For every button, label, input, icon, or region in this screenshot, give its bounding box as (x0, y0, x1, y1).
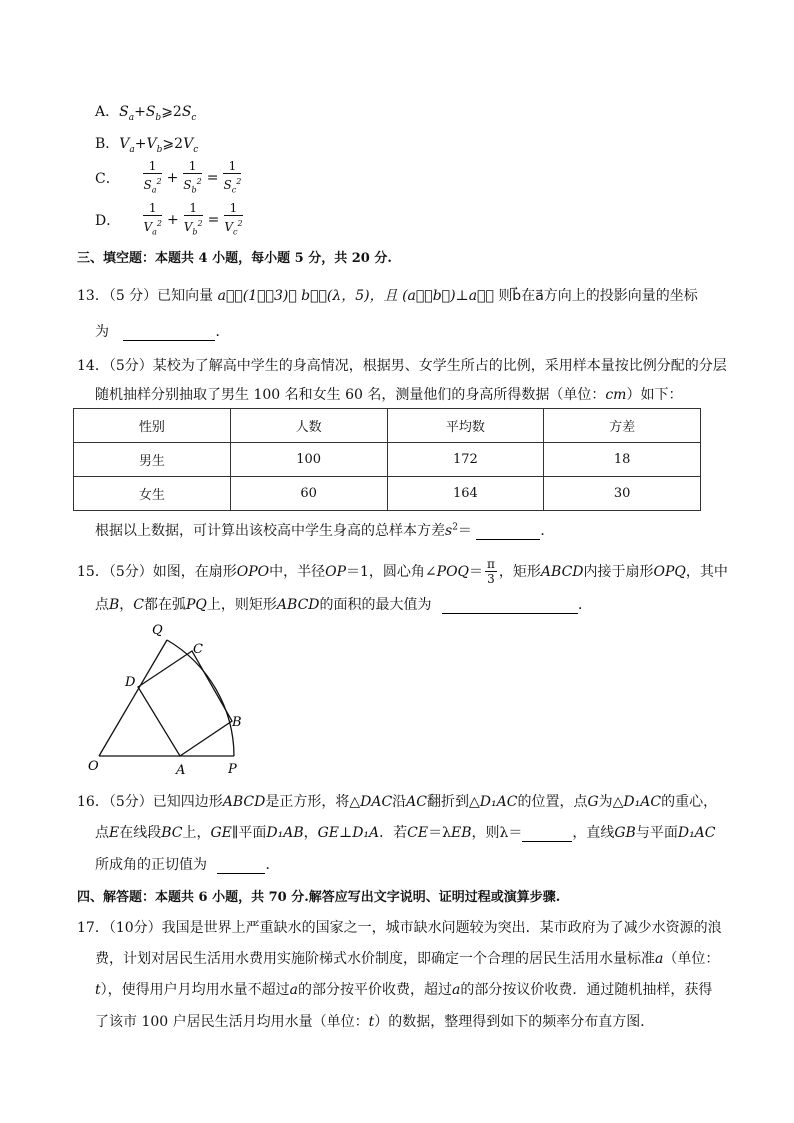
q13-line2: 为 ． (95, 324, 230, 340)
q17-line1: 17．（10分）我国是世界上严重缺水的国家之一，城市缺水问题较为突出．某市政府为了减少水资源的浪 (77, 920, 722, 936)
table-header-cell: 人数 (230, 409, 387, 443)
option-c: C． $\frac{1}{S_a^2}$ + $\frac{1}{S_b^2}$ = $\frac{1}{S_c^2}$ (95, 159, 243, 197)
option-b: B．$V_a+V_b⩾2V_c$ (95, 136, 199, 155)
table-cell: 18 (544, 443, 701, 477)
label-p: P (228, 762, 237, 777)
rectangle-abcd (138, 651, 232, 756)
option-a: A．$S_a+S_b⩾2S_c$ (95, 104, 197, 123)
section-3-title: 三、填空题：本题共 4 小题，每小题 5 分，共 20 分. (77, 251, 392, 266)
frac-d1: $\frac{1}{V_a^2}$ (143, 201, 162, 237)
q14-line1: 14．（5分）某校为了解高中学生的身高情况，根据男、女学生所占的比例，采用样本量按比例分配的分层 (77, 358, 727, 374)
frac-c3: $\frac{1}{S_c^2}$ (223, 159, 242, 195)
table-cell: 男生 (74, 443, 231, 477)
table-cell: 女生 (74, 477, 231, 511)
q16-line1: 16．（5分）已知四边形ABCD是正方形，将△DAC沿AC翻折到△D₁AC的位置，点G为△D₁AC的重心， (77, 794, 718, 810)
q16-tangent-blank[interactable] (217, 859, 265, 874)
section-4-title: 四、解答题：本题共 6 小题，共 70 分.解答应写出文字说明、证明过程或演算步骤. (77, 890, 561, 905)
option-d: D． $\frac{1}{V_a^2}$ + $\frac{1}{V_b^2}$ = $\frac{1}{V_c^2}$ (95, 201, 245, 239)
q17-line3: t），使得用户月均用水量不超过a的部分按平价收费，超过a的部分按议价收费．通过随机抽样，获得 (95, 982, 713, 998)
label-o: O (88, 759, 99, 774)
table-cell: 60 (230, 477, 387, 511)
sector-rectangle-figure (88, 620, 258, 778)
table-cell: 164 (387, 477, 544, 511)
label-c: C (193, 642, 203, 657)
label-b: B (232, 715, 242, 730)
q14-after-line: 根据以上数据，可计算出该校高中学生身高的总样本方差$s^2=$ ． (95, 522, 555, 539)
frac-c2: $\frac{1}{S_b^2}$ (183, 159, 202, 195)
frac-c1: $\frac{1}{S_a^2}$ (143, 159, 162, 195)
q14-answer-blank[interactable] (476, 525, 540, 540)
q14-line2: 随机抽样分别抽取了男生 100 名和女生 60 名，测量他们的身高所得数据（单位：cm）如下： (95, 387, 683, 403)
frac-d2: $\frac{1}{V_b^2}$ (183, 201, 203, 237)
q17-line2: 费，计划对居民生活用水费用实施阶梯式水价制度，即确定一个合理的居民生活用水量标准a（单位： (95, 951, 720, 967)
radius-oq (99, 640, 167, 756)
table-row (74, 443, 701, 477)
table-header-cell: 性别 (74, 409, 231, 443)
q13-line1: 13．（5 分）已知向量 a⃗＝(1，－3)， b⃗＝(λ，5)，且 (a⃗＋b⃗)⊥a⃗， 则b⃗在a⃗方向上的投影向量的坐标 (77, 288, 698, 304)
label-q: Q (152, 623, 163, 638)
q15-line2: 点B，C都在弧PQ上，则矩形ABCD的面积的最大值为 ． (95, 597, 592, 613)
arc-pq (167, 640, 234, 756)
q13-answer-blank[interactable] (123, 326, 215, 341)
table-cell: 30 (544, 477, 701, 511)
frac-d3: $\frac{1}{V_c^2}$ (224, 201, 243, 237)
q17-line4: 了该市 100 户居民生活月均用水量（单位：t）的数据，整理得到如下的频率分布直方图． (95, 1014, 655, 1030)
q16-line2: 点E在线段BC上，GE∥平面D₁AB，GE⊥D₁A．若CE＝λEB，则λ＝ ，直线GB与平面D₁AC (95, 825, 716, 841)
q16-line3: 所成角的正切值为 ． (95, 857, 280, 873)
q15-line1: 15．（5分）如图，在扇形OPO中，半径OP＝1，圆心角∠POQ＝ $\frac{\pi}{3}$ ，矩形ABCD内接于扇形OPQ，其中 (77, 557, 728, 586)
table-row (74, 477, 701, 511)
q15-answer-blank[interactable] (442, 599, 578, 614)
table-cell: 100 (230, 443, 387, 477)
pi-over-3: $\frac{\pi}{3}$ (487, 557, 495, 586)
height-data-table (73, 408, 701, 511)
table-header-cell: 方差 (544, 409, 701, 443)
table-header-cell: 平均数 (387, 409, 544, 443)
table-cell: 172 (387, 443, 544, 477)
table-header-row (74, 409, 701, 443)
label-d: D (125, 675, 136, 690)
q16-lambda-blank[interactable] (522, 827, 572, 842)
label-a: A (176, 763, 186, 778)
